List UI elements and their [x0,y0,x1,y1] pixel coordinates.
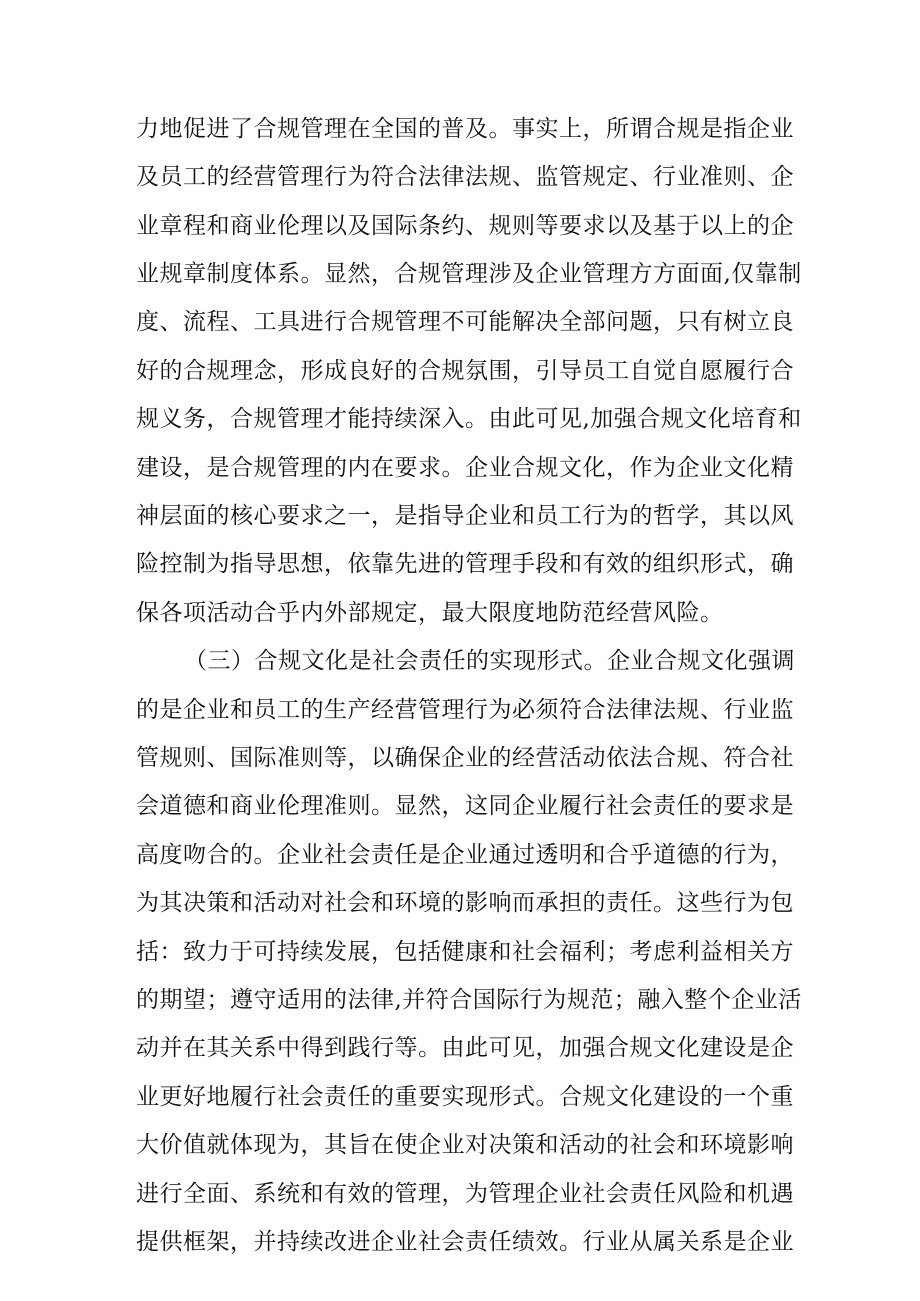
text-line: 的是企业和员工的生产经营管理行为必须符合法律法规、行业监 [136,697,794,723]
text-line: 业更好地履行社会责任的重要实现形式。合规文化建设的一个重 [136,1084,794,1110]
text-line: 进行全面、系统和有效的管理，为管理企业社会责任风险和机遇 [136,1181,794,1207]
text-line: 建设，是合规管理的内在要求。企业合规文化，作为企业文化精 [136,455,794,481]
text-line: 险控制为指导思想，依靠先进的管理手段和有效的组织形式，确 [136,551,794,577]
text-line: 高度吻合的。企业社会责任是企业通过透明和合乎道德的行为， [136,842,794,868]
text-line: 提供框架，并持续改进企业社会责任绩效。行业从属关系是企业 [136,1229,794,1255]
text-line: 及员工的经营管理行为符合法律法规、监管规定、行业准则、企 [136,164,794,190]
section-heading-line: （三）合规文化是社会责任的实现形式。企业合规文化强调 [184,648,795,674]
text-line: 为其决策和活动对社会和环境的影响而承担的责任。这些行为包 [136,890,794,916]
paragraph-end-line: 保各项活动合乎内外部规定，最大限度地防范经营风险。 [136,600,724,626]
text-line: 括：致力于可持续发展，包括健康和社会福利；考虑利益相关方 [136,939,794,965]
text-line: 神层面的核心要求之一，是指导企业和员工行为的哲学，其以风 [136,503,794,529]
text-line: 的期望；遵守适用的法律,并符合国际行为规范；融入整个企业活 [136,987,802,1013]
text-line: 规义务，合规管理才能持续深入。由此可见,加强合规文化培育和 [136,406,802,432]
text-line: 会道德和商业伦理准则。显然，这同企业履行社会责任的要求是 [136,793,794,819]
text-line: 业章程和商业伦理以及国际条约、规则等要求以及基于以上的企 [136,213,794,239]
text-line: 度、流程、工具进行合规管理不可能解决全部问题，只有树立良 [136,309,794,335]
text-line: 业规章制度体系。显然，合规管理涉及企业管理方方面面,仅靠制 [136,261,802,287]
text-line: 大价值就体现为，其旨在使企业对决策和活动的社会和环境影响 [136,1132,794,1158]
text-line: 力地促进了合规管理在全国的普及。事实上，所谓合规是指企业 [136,116,794,142]
text-line: 好的合规理念，形成良好的合规氛围，引导员工自觉自愿履行合 [136,358,794,384]
text-line: 管规则、国际准则等，以确保企业的经营活动依法合规、符合社 [136,745,794,771]
text-line: 动并在其关系中得到践行等。由此可见，加强合规文化建设是企 [136,1035,794,1061]
